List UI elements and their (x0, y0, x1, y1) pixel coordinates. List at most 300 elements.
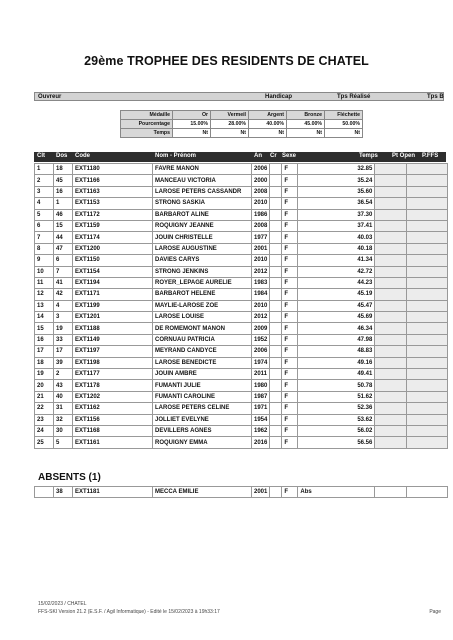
time-cell: 49.16 (298, 357, 375, 368)
name-cell: DAVIES CARYS (153, 255, 252, 266)
year-cell: 1977 (252, 232, 270, 243)
pffs-cell (407, 232, 448, 243)
sexe-cell: F (282, 186, 298, 197)
table-row (35, 175, 448, 186)
time-cell: 41.34 (298, 255, 375, 266)
handicap-label: Handicap (265, 94, 293, 100)
table-row (35, 198, 448, 209)
name-cell: LAROSE BENEDICTE (153, 357, 252, 368)
dos-cell: 47 (54, 243, 73, 254)
year-cell: 1954 (252, 414, 270, 425)
sexe-cell: F (282, 220, 298, 231)
sexe-cell: F (282, 164, 298, 175)
cr-cell (270, 198, 282, 209)
code-cell: EXT1159 (73, 220, 153, 231)
cr-cell (270, 391, 282, 402)
pt-open-cell (375, 414, 407, 425)
sexe-cell: F (282, 414, 298, 425)
pffs-cell (407, 266, 448, 277)
col-temps: Temps (359, 153, 378, 159)
clt-cell: 17 (35, 346, 54, 357)
col-pffs: P.FFS (422, 153, 439, 159)
time-cell: 48.83 (298, 346, 375, 357)
year-cell: 2012 (252, 266, 270, 277)
name-cell: DE ROMEMONT MANON (153, 323, 252, 334)
name-cell: MEYRAND CANDYCE (153, 346, 252, 357)
table-row (35, 277, 448, 288)
medal-row (121, 120, 363, 129)
col-nom: Nom - Prénom (155, 153, 197, 159)
year-cell: 2001 (252, 243, 270, 254)
pt-open-cell (375, 312, 407, 323)
time-cell: Abs (298, 487, 375, 498)
medal-cell: Vermeil (211, 111, 249, 120)
year-cell: 1983 (252, 277, 270, 288)
pt-open-cell (375, 391, 407, 402)
col-pt-open: Pt Open (392, 153, 416, 159)
table-row (35, 266, 448, 277)
year-cell: 2010 (252, 300, 270, 311)
table-row (35, 414, 448, 425)
table-row (35, 323, 448, 334)
pt-open-cell (375, 164, 407, 175)
name-cell: JOUIN AMBRE (153, 369, 252, 380)
year-cell: 2000 (252, 175, 270, 186)
cr-cell (270, 414, 282, 425)
pt-open-cell (375, 209, 407, 220)
dos-cell: 3 (54, 312, 73, 323)
table-row (35, 357, 448, 368)
pt-open-cell (375, 369, 407, 380)
pt-open-cell (375, 403, 407, 414)
code-cell: EXT1199 (73, 300, 153, 311)
page-title: 29ème TROPHEE DES RESIDENTS DE CHATEL (84, 54, 369, 68)
dos-cell: 18 (54, 164, 73, 175)
time-cell: 45.19 (298, 289, 375, 300)
pt-open-cell (375, 425, 407, 436)
sexe-cell: F (282, 323, 298, 334)
table-row (35, 243, 448, 254)
pffs-cell (407, 437, 448, 448)
tps-b-label: Tps B (427, 94, 444, 100)
table-row (35, 312, 448, 323)
clt-cell: 4 (35, 198, 54, 209)
name-cell: STRONG SASKIA (153, 198, 252, 209)
year-cell: 2008 (252, 186, 270, 197)
pffs-cell (407, 346, 448, 357)
sexe-cell: F (282, 289, 298, 300)
code-cell: EXT1198 (73, 357, 153, 368)
dos-cell: 44 (54, 232, 73, 243)
pffs-cell (407, 289, 448, 300)
medal-cell: 45.00% (287, 120, 325, 129)
pffs-cell (407, 357, 448, 368)
clt-cell: 3 (35, 186, 54, 197)
sexe-cell: F (282, 277, 298, 288)
cr-cell (270, 209, 282, 220)
name-cell: FAVRE MANON (153, 164, 252, 175)
top-info-bar (34, 92, 444, 101)
pffs-cell (407, 175, 448, 186)
name-cell: BARBAROT ALINE (153, 209, 252, 220)
ouvreur-label: Ouvreur (38, 94, 62, 100)
code-cell: EXT1177 (73, 369, 153, 380)
cr-cell (270, 186, 282, 197)
footer-page: Page (429, 609, 441, 615)
col-clt: Clt (37, 153, 45, 159)
table-row (35, 346, 448, 357)
dos-cell: 15 (54, 220, 73, 231)
pt-open-cell (375, 266, 407, 277)
medal-cell: Nt (287, 129, 325, 138)
time-cell: 44.23 (298, 277, 375, 288)
code-cell: EXT1149 (73, 334, 153, 345)
cr-cell (270, 403, 282, 414)
pffs-cell (407, 198, 448, 209)
dos-cell: 43 (54, 380, 73, 391)
sexe-cell: F (282, 232, 298, 243)
pffs-cell (407, 312, 448, 323)
code-cell: EXT1161 (73, 437, 153, 448)
sexe-cell: F (282, 346, 298, 357)
medal-table (120, 110, 363, 138)
name-cell: LAROSE PETERS CELINE (153, 403, 252, 414)
pffs-cell (407, 243, 448, 254)
year-cell: 2012 (252, 312, 270, 323)
cr-cell (270, 220, 282, 231)
table-row (35, 403, 448, 414)
clt-cell: 7 (35, 232, 54, 243)
year-cell: 1986 (252, 209, 270, 220)
pt-open-cell (375, 380, 407, 391)
table-row (35, 289, 448, 300)
clt-cell: 8 (35, 243, 54, 254)
year-cell: 1984 (252, 289, 270, 300)
clt-cell: 15 (35, 323, 54, 334)
dos-cell: 19 (54, 323, 73, 334)
name-cell: ROQUIGNY EMMA (153, 437, 252, 448)
cr-cell (270, 487, 282, 498)
cr-cell (270, 312, 282, 323)
clt-cell (35, 487, 54, 498)
dos-cell: 33 (54, 334, 73, 345)
pt-open-cell (375, 277, 407, 288)
year-cell: 2006 (252, 164, 270, 175)
cr-cell (270, 243, 282, 254)
absents-title: ABSENTS (1) (38, 472, 101, 483)
table-row (35, 437, 448, 448)
cr-cell (270, 346, 282, 357)
code-cell: EXT1162 (73, 403, 153, 414)
clt-cell: 9 (35, 255, 54, 266)
medal-cell: 15.00% (173, 120, 211, 129)
name-cell: FUMANTI CAROLINE (153, 391, 252, 402)
code-cell: EXT1188 (73, 323, 153, 334)
year-cell: 2008 (252, 220, 270, 231)
footer-date-location: 15/02/2023 / CHATEL (38, 601, 87, 607)
medal-cell: Temps (121, 129, 173, 138)
medal-cell: Or (173, 111, 211, 120)
medal-cell: 40.00% (249, 120, 287, 129)
pt-open-cell (375, 186, 407, 197)
sexe-cell: F (282, 487, 298, 498)
pt-open-cell (375, 255, 407, 266)
medal-cell: 28.00% (211, 120, 249, 129)
dos-cell: 7 (54, 266, 73, 277)
clt-cell: 10 (35, 266, 54, 277)
table-row (35, 209, 448, 220)
clt-cell: 20 (35, 380, 54, 391)
cr-cell (270, 323, 282, 334)
pt-open-cell (375, 346, 407, 357)
col-an: An (254, 153, 262, 159)
pt-open-cell (375, 437, 407, 448)
time-cell: 37.41 (298, 220, 375, 231)
pt-open-cell (375, 198, 407, 209)
sexe-cell: F (282, 425, 298, 436)
table-row (35, 255, 448, 266)
time-cell: 37.30 (298, 209, 375, 220)
dos-cell: 6 (54, 255, 73, 266)
name-cell: LAROSE AUGUSTINE (153, 243, 252, 254)
col-code: Code (75, 153, 90, 159)
clt-cell: 24 (35, 425, 54, 436)
col-dos: Dos (56, 153, 68, 159)
dos-cell: 30 (54, 425, 73, 436)
table-row (35, 425, 448, 436)
pffs-cell (407, 164, 448, 175)
pt-open-cell (375, 289, 407, 300)
cr-cell (270, 175, 282, 186)
dos-cell: 1 (54, 198, 73, 209)
time-cell: 50.78 (298, 380, 375, 391)
dos-cell: 39 (54, 357, 73, 368)
pt-open-cell (375, 357, 407, 368)
pffs-cell (407, 300, 448, 311)
cr-cell (270, 334, 282, 345)
sexe-cell: F (282, 209, 298, 220)
medal-cell: Nt (211, 129, 249, 138)
year-cell: 1987 (252, 391, 270, 402)
pffs-cell (407, 414, 448, 425)
clt-cell: 5 (35, 209, 54, 220)
name-cell: JOUIN CHRISTELLE (153, 232, 252, 243)
sexe-cell: F (282, 266, 298, 277)
dos-cell: 45 (54, 175, 73, 186)
year-cell: 2006 (252, 346, 270, 357)
pffs-cell (407, 391, 448, 402)
pffs-cell (407, 425, 448, 436)
medal-cell: Nt (249, 129, 287, 138)
code-cell: EXT1154 (73, 266, 153, 277)
sexe-cell: F (282, 357, 298, 368)
pt-open-cell (375, 175, 407, 186)
dos-cell: 32 (54, 414, 73, 425)
table-row (35, 164, 448, 175)
code-cell: EXT1156 (73, 414, 153, 425)
time-cell: 45.69 (298, 312, 375, 323)
clt-cell: 16 (35, 334, 54, 345)
medal-cell: Fléchette (325, 111, 363, 120)
sexe-cell: F (282, 198, 298, 209)
medal-row (121, 129, 363, 138)
time-cell: 46.34 (298, 323, 375, 334)
results-table (34, 163, 448, 449)
sexe-cell: F (282, 255, 298, 266)
table-row (35, 334, 448, 345)
dos-cell: 38 (54, 487, 73, 498)
cr-cell (270, 357, 282, 368)
pffs-cell (407, 209, 448, 220)
clt-cell: 21 (35, 391, 54, 402)
pt-open-cell (375, 232, 407, 243)
dos-cell: 4 (54, 300, 73, 311)
pt-open-cell (375, 334, 407, 345)
clt-cell: 23 (35, 414, 54, 425)
medal-cell: Bronze (287, 111, 325, 120)
medal-cell: Pourcentage (121, 120, 173, 129)
name-cell: MECCA EMILIE (153, 487, 252, 498)
clt-cell: 18 (35, 357, 54, 368)
time-cell: 51.62 (298, 391, 375, 402)
medal-cell: 50.00% (325, 120, 363, 129)
code-cell: EXT1172 (73, 209, 153, 220)
year-cell: 1962 (252, 425, 270, 436)
pffs-cell (407, 255, 448, 266)
sexe-cell: F (282, 312, 298, 323)
dos-cell: 2 (54, 369, 73, 380)
code-cell: EXT1200 (73, 243, 153, 254)
time-cell: 53.62 (298, 414, 375, 425)
cr-cell (270, 369, 282, 380)
pffs-cell (407, 380, 448, 391)
sexe-cell: F (282, 243, 298, 254)
year-cell: 1952 (252, 334, 270, 345)
clt-cell: 19 (35, 369, 54, 380)
dos-cell: 42 (54, 289, 73, 300)
year-cell: 2010 (252, 255, 270, 266)
table-row (35, 391, 448, 402)
year-cell: 1980 (252, 380, 270, 391)
code-cell: EXT1153 (73, 198, 153, 209)
pffs-cell (407, 487, 448, 498)
col-sexe: Sexe (282, 153, 297, 159)
year-cell: 2010 (252, 198, 270, 209)
code-cell: EXT1201 (73, 312, 153, 323)
code-cell: EXT1180 (73, 164, 153, 175)
time-cell: 52.36 (298, 403, 375, 414)
time-cell: 47.98 (298, 334, 375, 345)
time-cell: 49.41 (298, 369, 375, 380)
name-cell: LAROSE PETERS CASSANDR (153, 186, 252, 197)
name-cell: JOLLIET EVELYNE (153, 414, 252, 425)
cr-cell (270, 380, 282, 391)
pffs-cell (407, 323, 448, 334)
table-row (35, 300, 448, 311)
tps-realise-label: Tps Réalisé (337, 94, 371, 100)
medal-cell: Nt (173, 129, 211, 138)
clt-cell: 1 (35, 164, 54, 175)
code-cell: EXT1166 (73, 175, 153, 186)
code-cell: EXT1163 (73, 186, 153, 197)
clt-cell: 11 (35, 277, 54, 288)
results-header (34, 152, 446, 162)
cr-cell (270, 266, 282, 277)
code-cell: EXT1178 (73, 380, 153, 391)
cr-cell (270, 437, 282, 448)
pffs-cell (407, 220, 448, 231)
table-row (35, 369, 448, 380)
time-cell: 32.85 (298, 164, 375, 175)
col-cr: Cr (270, 153, 277, 159)
dos-cell: 17 (54, 346, 73, 357)
clt-cell: 22 (35, 403, 54, 414)
year-cell: 2016 (252, 437, 270, 448)
pffs-cell (407, 369, 448, 380)
footer-software: FFS-SKI Version 21.2 (E.S.F. / Agil Informatique) - Edité le 15/02/2023 à 19h33:17 (38, 609, 220, 615)
medal-cell: Médaille (121, 111, 173, 120)
name-cell: LAROSE LOUISE (153, 312, 252, 323)
pffs-cell (407, 186, 448, 197)
cr-cell (270, 164, 282, 175)
absents-table (34, 486, 448, 498)
name-cell: ROQUIGNY JEANNE (153, 220, 252, 231)
name-cell: ROYER_LEPAGE AURELIE (153, 277, 252, 288)
dos-cell: 41 (54, 277, 73, 288)
time-cell: 36.54 (298, 198, 375, 209)
time-cell: 40.18 (298, 243, 375, 254)
sexe-cell: F (282, 403, 298, 414)
year-cell: 2009 (252, 323, 270, 334)
dos-cell: 5 (54, 437, 73, 448)
time-cell: 40.03 (298, 232, 375, 243)
cr-cell (270, 289, 282, 300)
year-cell: 2011 (252, 369, 270, 380)
name-cell: MAYLIE-LAROSE ZOE (153, 300, 252, 311)
year-cell: 1971 (252, 403, 270, 414)
code-cell: EXT1168 (73, 425, 153, 436)
clt-cell: 14 (35, 312, 54, 323)
pt-open-cell (375, 487, 407, 498)
table-row (35, 220, 448, 231)
medal-header-row (121, 111, 363, 120)
cr-cell (270, 255, 282, 266)
code-cell: EXT1171 (73, 289, 153, 300)
absent-row (35, 487, 448, 498)
cr-cell (270, 300, 282, 311)
dos-cell: 31 (54, 403, 73, 414)
name-cell: FUMANTI JULIE (153, 380, 252, 391)
clt-cell: 25 (35, 437, 54, 448)
sexe-cell: F (282, 300, 298, 311)
code-cell: EXT1150 (73, 255, 153, 266)
cr-cell (270, 232, 282, 243)
dos-cell: 46 (54, 209, 73, 220)
time-cell: 35.24 (298, 175, 375, 186)
name-cell: STRONG JENKINS (153, 266, 252, 277)
sexe-cell: F (282, 437, 298, 448)
code-cell: EXT1174 (73, 232, 153, 243)
dos-cell: 16 (54, 186, 73, 197)
sexe-cell: F (282, 175, 298, 186)
pt-open-cell (375, 300, 407, 311)
medal-cell: Argent (249, 111, 287, 120)
code-cell: EXT1197 (73, 346, 153, 357)
pt-open-cell (375, 323, 407, 334)
pffs-cell (407, 334, 448, 345)
name-cell: DEVILLERS AGNES (153, 425, 252, 436)
sexe-cell: F (282, 334, 298, 345)
